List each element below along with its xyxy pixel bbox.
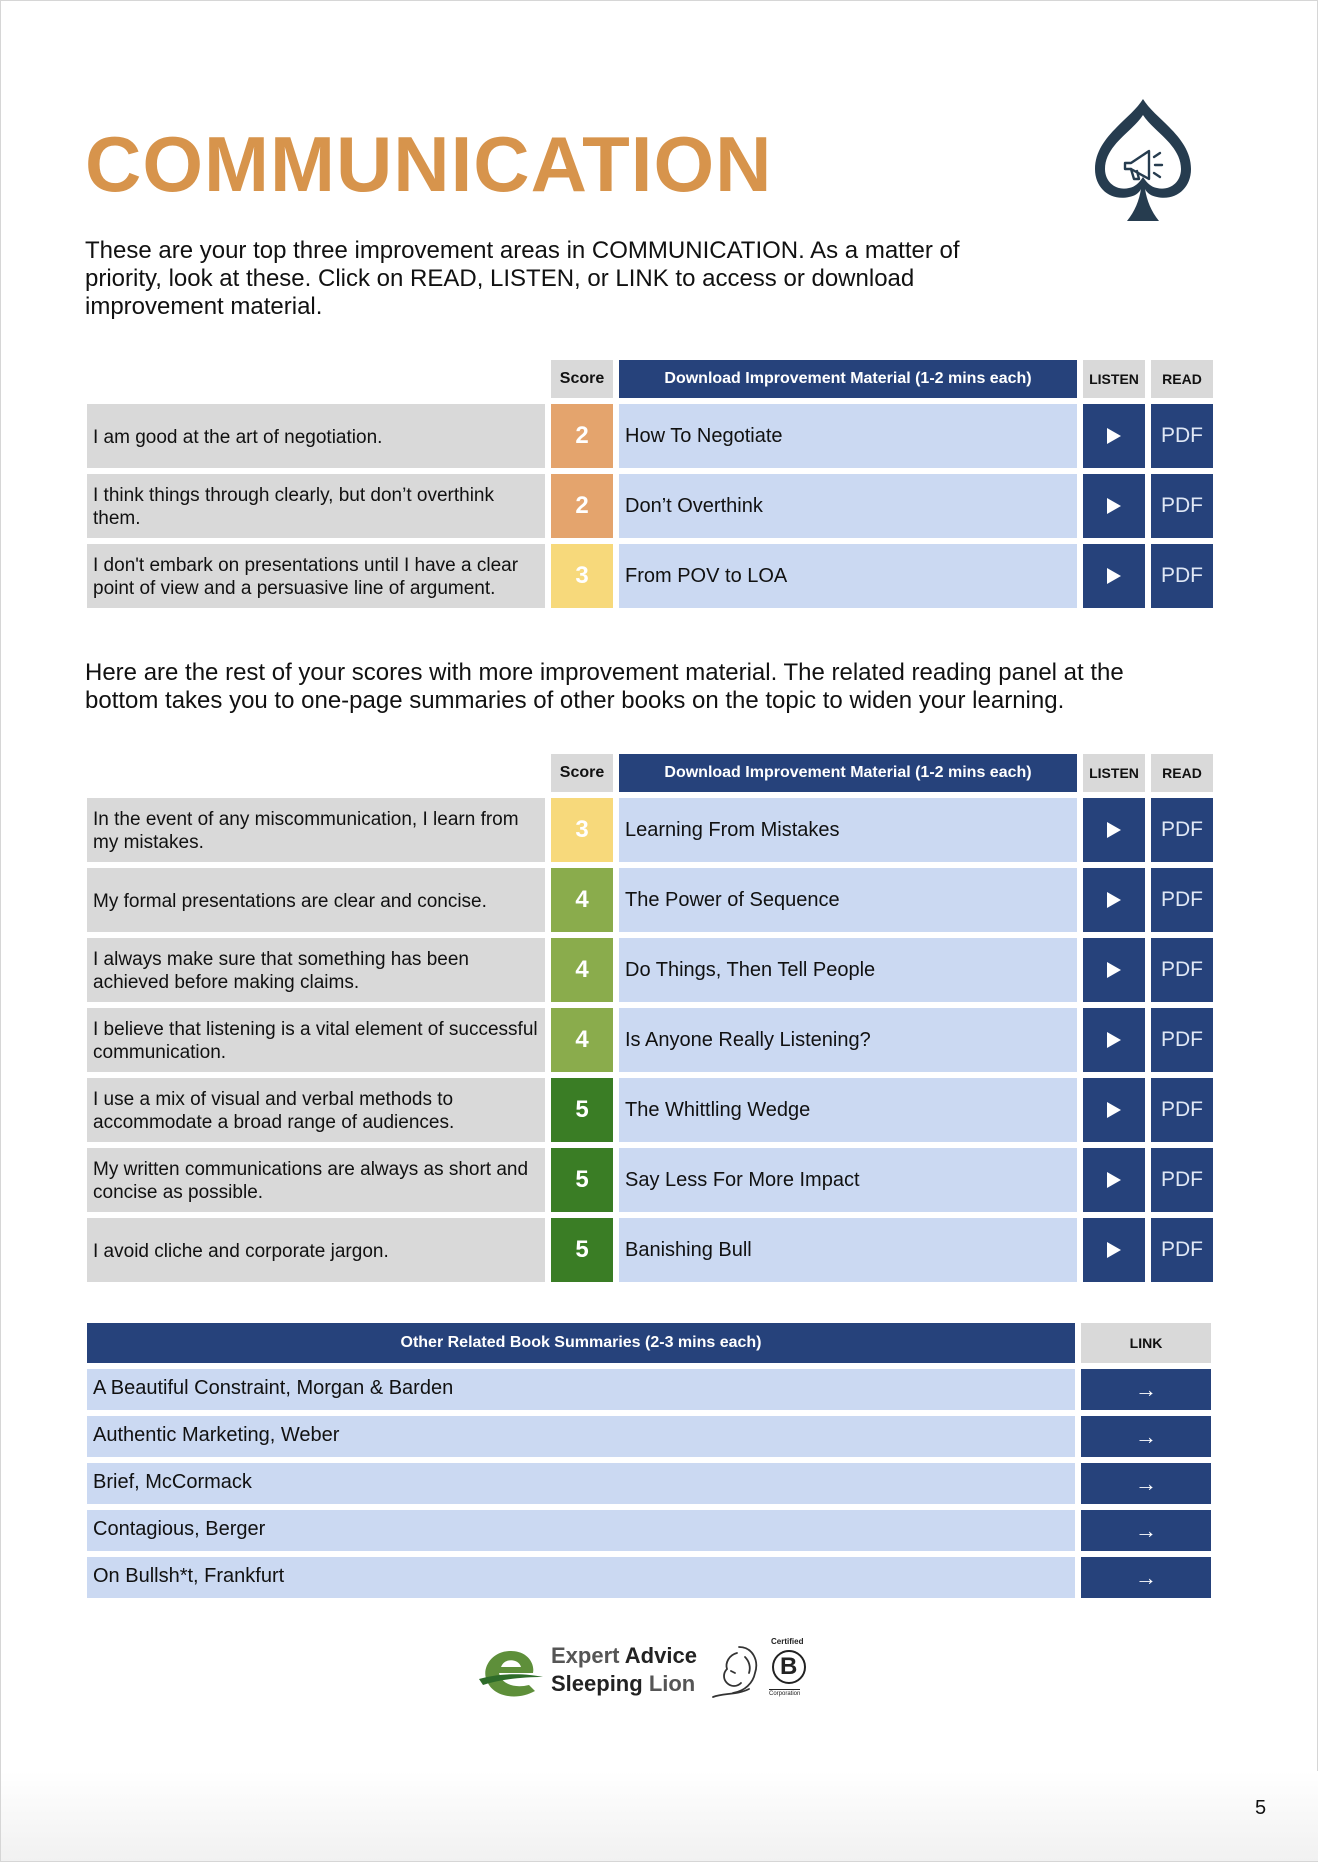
related-header: Other Related Book Summaries (2-3 mins each) [87, 1323, 1075, 1363]
related-book-title: On Bullsh*t, Frankfurt [87, 1557, 1075, 1598]
table-row [87, 1218, 1213, 1282]
read-pdf-button[interactable]: PDF [1151, 1218, 1213, 1282]
score-cell: 5 [551, 1078, 613, 1142]
header-blank [87, 754, 545, 792]
statement-cell: My written communications are always as short and concise as possible. [87, 1148, 545, 1212]
play-icon [1106, 961, 1122, 979]
listen-button[interactable] [1083, 868, 1145, 932]
page-number: 5 [1255, 1797, 1267, 1819]
rest-scores-table [81, 748, 1219, 1288]
play-icon [1106, 1241, 1122, 1259]
read-header: READ [1151, 754, 1213, 792]
brand-expert: Expert [551, 1643, 620, 1668]
listen-button[interactable] [1083, 938, 1145, 1002]
list-item [87, 1416, 1211, 1457]
statement-cell: In the event of any miscommunication, I learn from my mistakes. [87, 798, 545, 862]
lion-head-icon [709, 1643, 761, 1701]
download-header: Download Improvement Material (1-2 mins each) [619, 360, 1077, 398]
table-row [87, 1148, 1213, 1212]
listen-button[interactable] [1083, 544, 1145, 608]
play-icon [1106, 567, 1122, 585]
score-cell: 5 [551, 1218, 613, 1282]
read-pdf-button[interactable]: PDF [1151, 1078, 1213, 1142]
play-icon [1106, 1031, 1122, 1049]
top-improvement-table [81, 354, 1219, 614]
read-pdf-button[interactable]: PDF [1151, 1148, 1213, 1212]
material-cell: From POV to LOA [619, 544, 1077, 608]
table-row [87, 798, 1213, 862]
table-row [87, 1078, 1213, 1142]
statement-cell: I believe that listening is a vital element of successful communication. [87, 1008, 545, 1072]
listen-header: LISTEN [1083, 360, 1145, 398]
related-link-button[interactable]: → [1081, 1463, 1211, 1504]
score-cell: 2 [551, 474, 613, 538]
bcorp-letter: B [780, 1653, 798, 1680]
listen-button[interactable] [1083, 798, 1145, 862]
statement-cell: I don't embark on presentations until I have a clear point of view and a persuasive line of argument. [87, 544, 545, 608]
page-bottom-shade [1, 1771, 1318, 1861]
statement-cell: I avoid cliche and corporate jargon. [87, 1218, 545, 1282]
read-header: READ [1151, 360, 1213, 398]
read-pdf-button[interactable]: PDF [1151, 404, 1213, 468]
rest-intro-paragraph: Here are the rest of your scores with more improvement material. The related reading panel at the bottom takes you to one-page summaries of other books on the topic to widen your learning. [85, 659, 1124, 714]
header-blank [87, 360, 545, 398]
footer-logo [479, 1637, 839, 1707]
listen-button[interactable] [1083, 1148, 1145, 1212]
table-row [87, 868, 1213, 932]
read-pdf-button[interactable]: PDF [1151, 938, 1213, 1002]
related-books-table [81, 1317, 1217, 1604]
bcorp-certified: Certified [771, 1637, 804, 1646]
listen-button[interactable] [1083, 1218, 1145, 1282]
page-title: COMMUNICATION [85, 120, 773, 208]
play-icon [1106, 427, 1122, 445]
brand-advice: Advice [624, 1643, 697, 1668]
read-pdf-button[interactable]: PDF [1151, 798, 1213, 862]
related-link-button[interactable]: → [1081, 1416, 1211, 1457]
list-item [87, 1463, 1211, 1504]
statement-cell: My formal presentations are clear and concise. [87, 868, 545, 932]
statement-cell: I am good at the art of negotiation. [87, 404, 545, 468]
table-row [87, 474, 1213, 538]
read-pdf-button[interactable]: PDF [1151, 1008, 1213, 1072]
score-header: Score [551, 754, 613, 792]
statement-cell: I use a mix of visual and verbal methods to accommodate a broad range of audiences. [87, 1078, 545, 1142]
material-cell: Do Things, Then Tell People [619, 938, 1077, 1002]
play-icon [1106, 1171, 1122, 1189]
material-cell: Is Anyone Really Listening? [619, 1008, 1077, 1072]
list-item [87, 1557, 1211, 1598]
related-book-title: Contagious, Berger [87, 1510, 1075, 1551]
link-header: LINK [1081, 1323, 1211, 1363]
statement-cell: I always make sure that something has been achieved before making claims. [87, 938, 545, 1002]
material-cell: The Power of Sequence [619, 868, 1077, 932]
related-link-button[interactable]: → [1081, 1557, 1211, 1598]
read-pdf-button[interactable]: PDF [1151, 868, 1213, 932]
table-row [87, 544, 1213, 608]
listen-button[interactable] [1083, 1008, 1145, 1072]
statement-cell: I think things through clearly, but don’t overthink them. [87, 474, 545, 538]
score-header: Score [551, 360, 613, 398]
material-cell: The Whittling Wedge [619, 1078, 1077, 1142]
score-cell: 4 [551, 938, 613, 1002]
download-header: Download Improvement Material (1-2 mins each) [619, 754, 1077, 792]
bcorp-corporation: Corporation [769, 1691, 801, 1697]
score-cell: 5 [551, 1148, 613, 1212]
material-cell: Say Less For More Impact [619, 1148, 1077, 1212]
related-book-title: A Beautiful Constraint, Morgan & Barden [87, 1369, 1075, 1410]
score-cell: 4 [551, 868, 613, 932]
related-book-title: Authentic Marketing, Weber [87, 1416, 1075, 1457]
score-cell: 3 [551, 798, 613, 862]
list-item [87, 1510, 1211, 1551]
list-item [87, 1369, 1211, 1410]
listen-header: LISTEN [1083, 754, 1145, 792]
brand-sleeping: Sleeping [551, 1671, 643, 1696]
read-pdf-button[interactable]: PDF [1151, 474, 1213, 538]
related-link-button[interactable]: → [1081, 1510, 1211, 1551]
related-link-button[interactable]: → [1081, 1369, 1211, 1410]
intro-paragraph: These are your top three improvement areas in COMMUNICATION. As a matter of priority, look at these. Click on READ, LISTEN, or LINK to access or download improvement material. [85, 237, 960, 320]
table-row [87, 1008, 1213, 1072]
read-pdf-button[interactable]: PDF [1151, 544, 1213, 608]
table-row [87, 404, 1213, 468]
material-cell: Banishing Bull [619, 1218, 1077, 1282]
material-cell: Learning From Mistakes [619, 798, 1077, 862]
play-icon [1106, 497, 1122, 515]
expert-advice-e-icon [479, 1643, 545, 1703]
material-cell: Don’t Overthink [619, 474, 1077, 538]
score-cell: 3 [551, 544, 613, 608]
related-book-title: Brief, McCormack [87, 1463, 1075, 1504]
play-icon [1106, 891, 1122, 909]
table-row [87, 938, 1213, 1002]
spade-megaphone-icon [1091, 97, 1195, 225]
score-cell: 4 [551, 1008, 613, 1072]
listen-button[interactable] [1083, 1078, 1145, 1142]
score-cell: 2 [551, 404, 613, 468]
listen-button[interactable] [1083, 474, 1145, 538]
play-icon [1106, 1101, 1122, 1119]
brand-lion: Lion [648, 1671, 696, 1696]
play-icon [1106, 821, 1122, 839]
listen-button[interactable] [1083, 404, 1145, 468]
material-cell: How To Negotiate [619, 404, 1077, 468]
